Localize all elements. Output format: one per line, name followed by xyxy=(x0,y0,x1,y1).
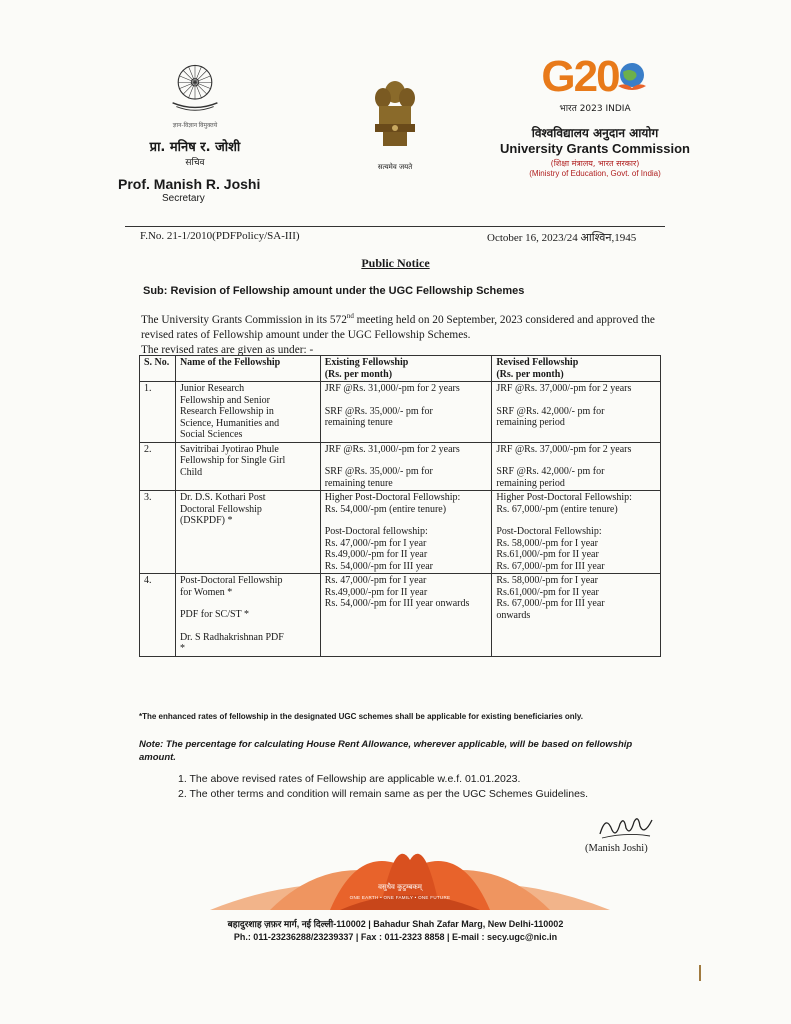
row-name xyxy=(175,382,320,443)
cell-line: Rs. 54,000/-pm (entire tenure) xyxy=(324,503,447,515)
cell-line: Research Fellowship in xyxy=(179,406,274,417)
notice-subject: Sub: Revision of Fellowship amount under the UGC Fellowship Schemes xyxy=(143,285,525,297)
g20-logo-text: G20 xyxy=(541,52,619,101)
cell-line: SRF @Rs. 35,000/- pm for xyxy=(324,466,433,477)
table-row xyxy=(140,491,661,574)
cell-line: PDF for SC/ST * xyxy=(179,609,249,620)
header-revised-2: (Rs. per month) xyxy=(496,368,564,380)
secretary-header xyxy=(100,58,290,204)
row-name xyxy=(175,574,320,657)
ugc-name: University Grants Commission xyxy=(500,141,690,156)
file-number: F.No. 21-1/2010(PDFPolicy/SA-III) xyxy=(140,230,300,242)
cell-line: JRF @Rs. 37,000/-pm for 2 years xyxy=(496,383,632,394)
row-name xyxy=(175,491,320,574)
secretary-name-hindi: प्रा. मनिष र. जोशी xyxy=(149,140,241,155)
cell-line: Social Sciences xyxy=(179,429,243,440)
signatory-name: (Manish Joshi) xyxy=(585,843,648,854)
cell-line xyxy=(496,395,656,406)
lotus-tagline: ONE EARTH • ONE FAMILY • ONE FUTURE xyxy=(349,895,451,900)
cell-line: Post-Doctoral Fellowship: xyxy=(496,526,602,537)
cell-line: Junior Research xyxy=(179,383,245,394)
cell-line: Rs.49,000/-pm for II year xyxy=(324,586,428,598)
cell-line: Rs.49,000/-pm for II year xyxy=(324,549,428,560)
header-sno: S. No. xyxy=(140,356,176,382)
cell-line: Doctoral Fellowship xyxy=(179,503,262,515)
secretary-name: Prof. Manish R. Joshi xyxy=(118,176,261,192)
row-sno: 1. xyxy=(140,382,176,443)
row-sno: 3. xyxy=(140,491,176,574)
cell-line: Child xyxy=(179,466,203,478)
cell-line xyxy=(496,515,656,526)
lotus-motto: वसुधैव कुटुम्बकम् xyxy=(378,883,422,891)
cell-line: Rs.61,000/-pm for II year xyxy=(496,586,599,598)
header-existing-1: Existing Fellowship xyxy=(324,357,409,368)
intro-sup: nd xyxy=(346,312,354,320)
cell-line: Rs. 67,000/-pm for III year xyxy=(496,598,605,609)
secretary-title-hindi: सचिव xyxy=(185,158,205,168)
cell-line: onwards xyxy=(496,609,531,621)
row-name xyxy=(175,442,320,491)
row-revised xyxy=(492,382,661,443)
row-revised xyxy=(492,574,661,657)
cell-line: Rs.61,000/-pm for II year xyxy=(496,549,599,560)
g20-logo xyxy=(495,52,695,101)
cell-line: remaining tenure xyxy=(324,417,393,428)
cell-line: Fellowship and Senior xyxy=(179,394,270,406)
table-row xyxy=(140,442,661,491)
cell-line: Savitribai Jyotirao Phule xyxy=(179,443,279,455)
row-sno: 4. xyxy=(140,574,176,657)
cell-line: Dr. S Radhakrishnan PDF xyxy=(179,631,284,643)
hra-note: Note: The percentage for calculating House Rent Allowance, wherever applicable, will be based on fellowship amount. xyxy=(139,739,633,763)
table-row xyxy=(140,382,661,443)
ugc-chakra-emblem-icon xyxy=(167,58,223,114)
globe-lotus-icon xyxy=(615,60,649,94)
edge-mark xyxy=(699,965,701,981)
cell-line: JRF @Rs. 37,000/-pm for 2 years xyxy=(496,443,632,455)
national-emblem xyxy=(355,78,435,172)
cell-line: for Women * xyxy=(179,586,233,598)
cell-line: SRF @Rs. 42,000/- pm for xyxy=(496,405,605,417)
contact-line: Ph.: 011-23236288/23239337 | Fax : 011-2323 8858 | E-mail : secy.ugc@nic.in xyxy=(233,932,558,942)
point-item: 2. The other terms and condition will remain same as per the UGC Schemes Guidelines. xyxy=(178,788,589,800)
cell-line: Rs. 54,000/-pm for III year xyxy=(324,560,434,572)
cell-line: Science, Humanities and xyxy=(179,417,280,429)
cell-line xyxy=(180,598,316,609)
cell-line: Rs. 67,000/-pm for III year xyxy=(496,560,605,572)
ugc-header xyxy=(495,52,695,178)
cell-line: Rs. 54,000/-pm for III year onwards xyxy=(324,598,470,609)
table-header-row xyxy=(140,356,661,382)
cell-line: SRF @Rs. 42,000/- pm for xyxy=(496,466,605,477)
row-revised xyxy=(492,491,661,574)
cell-line xyxy=(325,395,488,406)
row-sno: 2. xyxy=(140,442,176,491)
cell-line: (DSKPDF) * xyxy=(179,515,233,526)
header-existing xyxy=(320,356,492,382)
emblem-caption: ज्ञान-विज्ञान विमुक्तये xyxy=(172,123,218,129)
cell-line xyxy=(325,515,488,526)
row-existing xyxy=(320,574,492,657)
cell-line xyxy=(496,455,656,466)
intro-line3: The revised rates are given as under: - xyxy=(141,343,314,356)
cell-line xyxy=(180,621,316,632)
header-revised-1: Revised Fellowship xyxy=(496,357,579,368)
intro-paragraph xyxy=(141,309,661,358)
ugc-name-hindi: विश्वविद्यालय अनुदान आयोग xyxy=(531,126,659,140)
footnote: *The enhanced rates of fellowship in the designated UGC schemes shall be applicable for existing beneficiaries only. xyxy=(139,712,583,721)
address-line: बहादुरशाह ज़फ़र मार्ग, नई दिल्ली-110002 | Bahadur Shah Zafar Marg, New Delhi-110002 xyxy=(227,919,564,929)
cell-line: Rs. 47,000/-pm for I year xyxy=(324,575,427,586)
cell-line: remaining tenure xyxy=(324,477,393,489)
cell-line: JRF @Rs. 31,000/-pm for 2 years xyxy=(324,443,460,455)
header-name: Name of the Fellowship xyxy=(175,356,320,382)
cell-line: Higher Post-Doctoral Fellowship: xyxy=(496,492,632,503)
cell-line: Rs. 58,000/-pm for I year xyxy=(496,575,598,586)
cell-line: Dr. D.S. Kothari Post xyxy=(179,492,266,503)
row-existing xyxy=(320,442,492,491)
emblem-motto: सत्यमेव जयते xyxy=(377,163,413,171)
cell-line: remaining period xyxy=(496,477,565,489)
cell-line: Fellowship for Single Girl xyxy=(179,455,286,466)
fellowship-rates-table xyxy=(139,355,661,657)
cell-line: Rs. 47,000/-pm for I year xyxy=(324,537,427,549)
cell-line: Post-Doctoral Fellowship xyxy=(179,575,283,586)
cell-line: remaining period xyxy=(496,417,565,428)
cell-line: Rs. 67,000/-pm (entire tenure) xyxy=(496,503,618,515)
header-existing-2: (Rs. per month) xyxy=(324,368,393,380)
table-row xyxy=(140,574,661,657)
cell-line: SRF @Rs. 35,000/- pm for xyxy=(324,405,433,417)
secretary-title: Secretary xyxy=(162,193,205,204)
row-revised xyxy=(492,442,661,491)
notice-title: Public Notice xyxy=(361,256,430,270)
row-existing xyxy=(320,382,492,443)
notice-date: October 16, 2023/24 आश्विन,1945 xyxy=(487,232,637,244)
point-item: 1. The above revised rates of Fellowship are applicable w.e.f. 01.01.2023. xyxy=(178,773,521,785)
points-list xyxy=(178,772,588,802)
ministry-english: (Ministry of Education, Govt. of India) xyxy=(529,169,661,178)
cell-line: Rs. 58,000/-pm for I year xyxy=(496,537,598,549)
ministry-hindi: (शिक्षा मंत्रालय, भारत सरकार) xyxy=(550,159,640,168)
cell-line xyxy=(325,455,488,466)
cell-line: JRF @Rs. 31,000/-pm for 2 years xyxy=(324,383,460,394)
row-existing xyxy=(320,491,492,574)
header-revised xyxy=(492,356,661,382)
cell-line: * xyxy=(179,643,185,654)
intro-part2: meeting held on 20 September, 2023 considered and approved the revised rates of Fellowship amount under the UGC Fellowship Schemes. xyxy=(141,313,655,341)
cell-line: Post-Doctoral fellowship: xyxy=(324,526,428,537)
header-divider xyxy=(125,226,665,227)
cell-line: Higher Post-Doctoral Fellowship: xyxy=(324,492,461,503)
g20-subtitle: भारत 2023 INDIA xyxy=(559,104,631,114)
intro-part1: The University Grants Commission in its 572 xyxy=(141,313,347,326)
ashoka-lion-capital-icon xyxy=(369,78,421,156)
